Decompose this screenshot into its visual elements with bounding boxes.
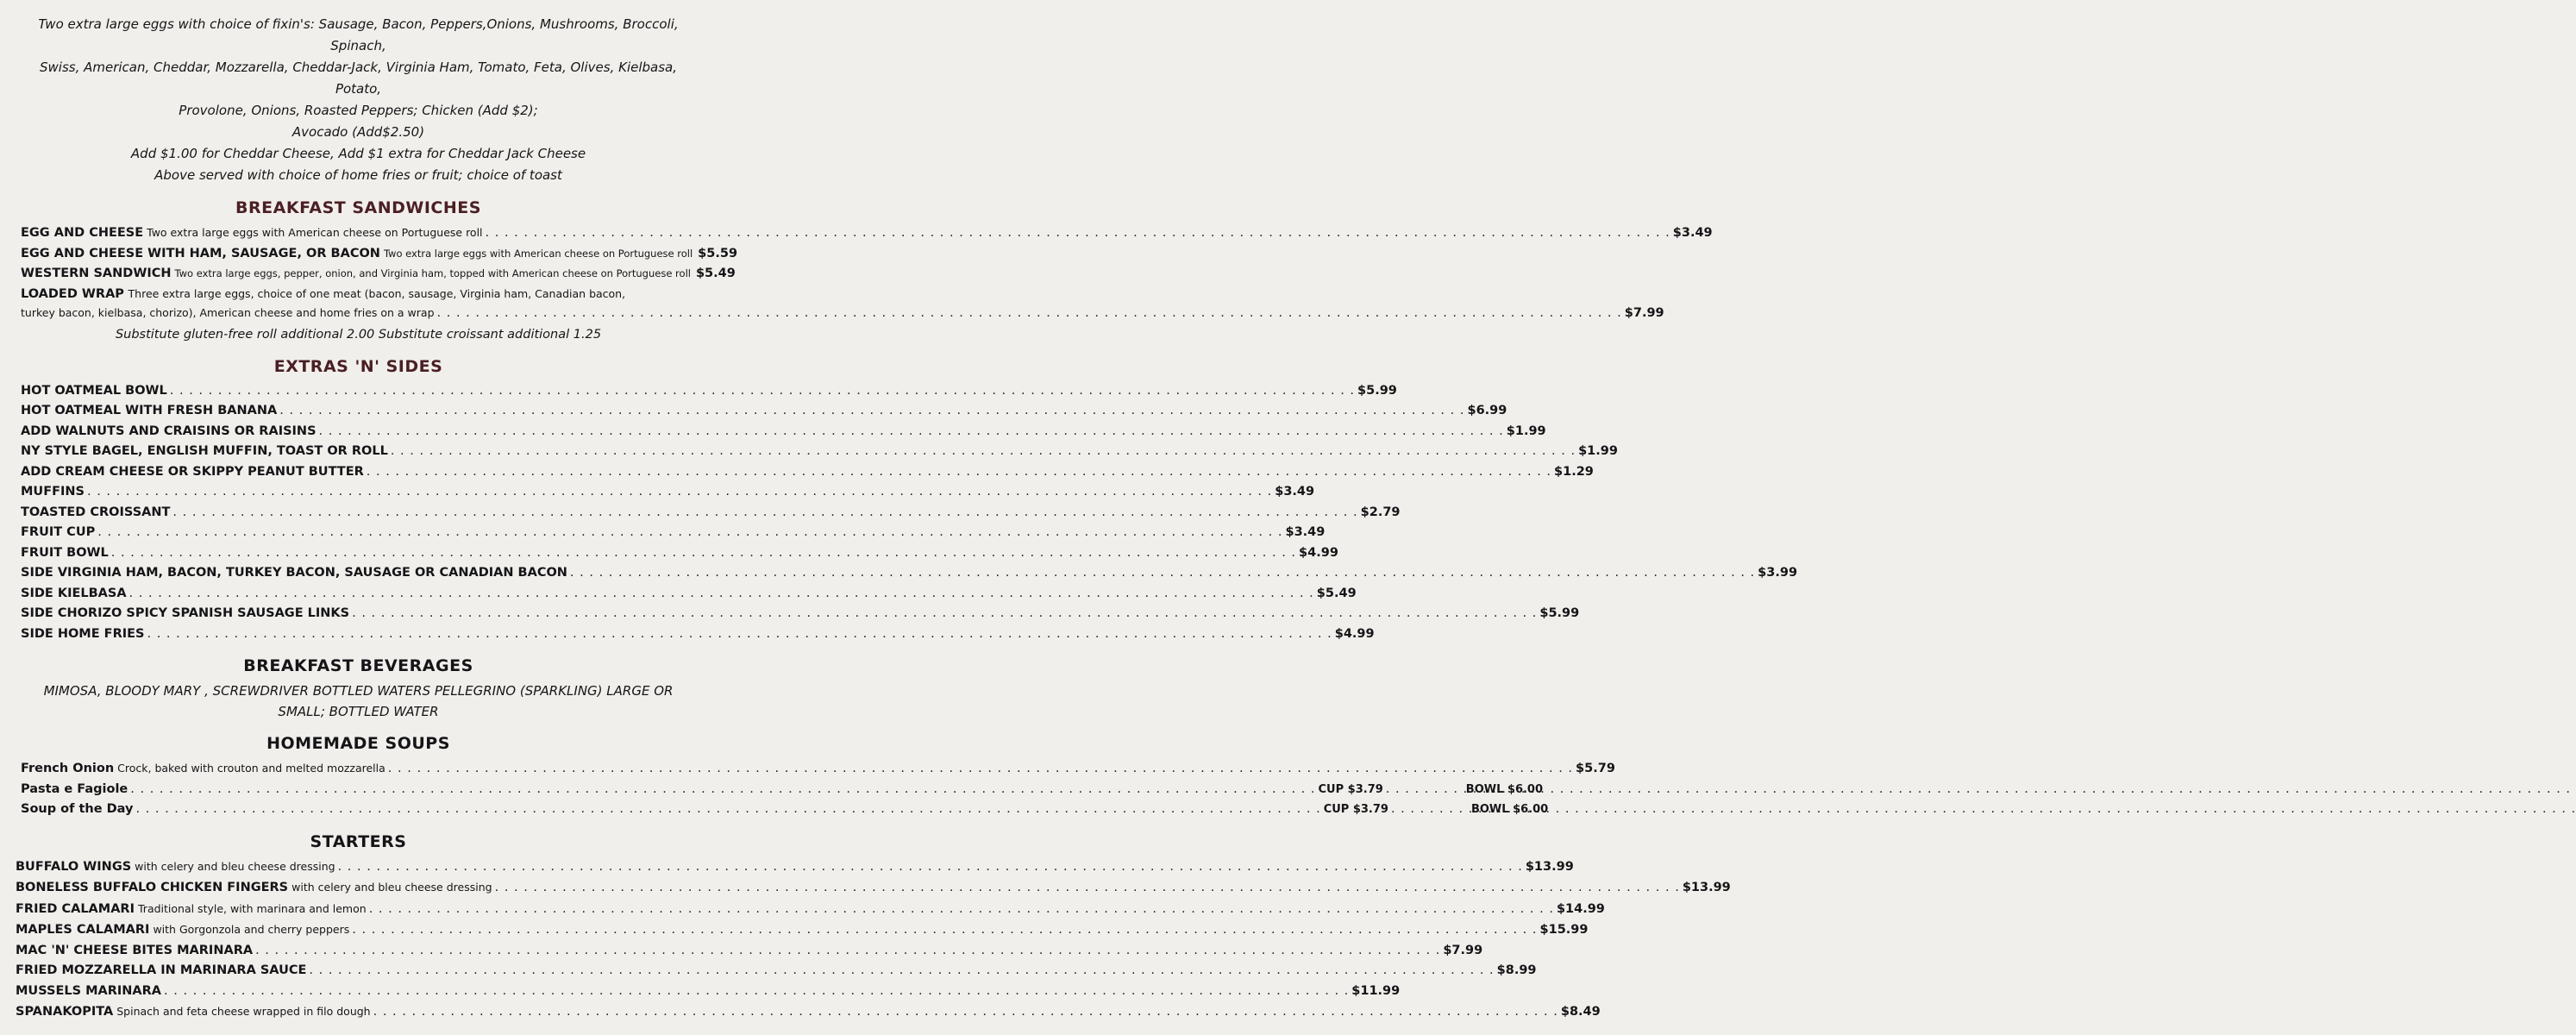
- dot-leader: [97, 523, 1282, 543]
- omelette-description: [0, 14, 717, 186]
- extras-list: [0, 381, 1798, 645]
- menu-item: [21, 780, 1544, 800]
- dot-leader: [170, 381, 1355, 402]
- menu-item: [21, 422, 1546, 442]
- menu-item: [16, 856, 1574, 878]
- item-price: $5.49: [695, 267, 736, 280]
- dot-leader: [279, 401, 1464, 422]
- dot-leader: [570, 563, 1755, 584]
- item-name: French Onion: [21, 762, 115, 775]
- item-description: Two extra large eggs with American cheese on Portuguese roll: [383, 247, 693, 260]
- item-price: $5.99: [1357, 383, 1397, 398]
- item-name: SIDE HOME FRIES: [21, 626, 145, 641]
- menu-item: [21, 442, 1618, 462]
- menu-item: [16, 982, 1401, 1002]
- item-description: Traditional style, with marinara and lemon: [138, 901, 367, 915]
- section-heading-breakfast-sandwiches: BREAKFAST SANDWICHES: [235, 198, 481, 217]
- item-price: $15.99: [1539, 923, 1589, 937]
- item-description: with Gorgonzola and cherry peppers: [153, 923, 350, 936]
- item-name: SIDE CHORIZO SPICY SPANISH SAUSAGE LINKS: [21, 606, 350, 620]
- dot-leader: [135, 800, 1320, 820]
- item-name: FRIED MOZZARELLA IN MARINARA SAUCE: [16, 963, 307, 977]
- section-heading-starters: STARTERS: [310, 831, 407, 851]
- item-name: FRUIT BOWL: [21, 545, 109, 560]
- item-price: $6.99: [1467, 404, 1507, 417]
- item-description: Crock, baked with crouton and melted mozzarella: [117, 762, 385, 775]
- dot-leader: [391, 442, 1576, 462]
- dot-leader: [129, 584, 1314, 605]
- dot-leader: [1386, 780, 1463, 800]
- item-name: LOADED WRAP: [21, 286, 124, 301]
- menu-item-loaded-wrap: [21, 285, 1664, 323]
- item-price: $13.99: [1682, 881, 1731, 894]
- section-heading-extras: EXTRAS 'N' SIDES: [273, 356, 443, 376]
- item-price: $1.99: [1578, 444, 1618, 458]
- dot-leader: [369, 900, 1554, 920]
- section-heading-soups: HOMEMADE SOUPS: [266, 734, 450, 753]
- item-price: $2.79: [1360, 505, 1401, 519]
- dot-leader: [1391, 800, 1469, 820]
- item-price: $5.99: [1539, 606, 1580, 620]
- item-description: Two extra large eggs with American cheese on Portuguese roll: [147, 226, 483, 239]
- item-price: $13.99: [1525, 859, 1574, 874]
- item-name: BONELESS BUFFALO CHICKEN FINGERS: [16, 881, 289, 894]
- menu-item: [21, 584, 1357, 605]
- beverages-text: MIMOSA, BLOODY MARY , SCREWDRIVER BOTTLED WATERS PELLEGRINO (SPARKLING) LARGE OR SMALL; BOTTLED WATER: [43, 683, 674, 719]
- dot-leader: [352, 920, 1537, 941]
- intro-line: Swiss, American, Cheddar, Mozzarella, Cheddar-Jack, Virginia Ham, Tomato, Feta, Olives, Kielbasa, Potato,: [40, 60, 677, 97]
- item-name: Soup of the Day: [21, 802, 134, 816]
- menu-item: [21, 604, 1580, 624]
- menu-item: [16, 877, 1731, 899]
- menu-item: [16, 919, 1589, 941]
- item-name: WESTERN SANDWICH: [21, 267, 172, 280]
- cup-price: CUP $3.79: [1318, 782, 1383, 796]
- item-name: MAPLES CALAMARI: [16, 923, 150, 937]
- dot-leader: [367, 462, 1551, 483]
- dot-leader: [486, 223, 1670, 244]
- item-description-cont: turkey bacon, kielbasa, chorizo), American cheese and home fries on a wrap: [21, 305, 435, 319]
- menu-item: [21, 223, 1713, 244]
- item-description: with celery and bleu cheese dressing: [291, 881, 492, 894]
- menu-item: [21, 462, 1594, 483]
- menu-item: [16, 961, 1537, 982]
- menu-item: [21, 758, 1615, 780]
- menu-item: [21, 503, 1401, 524]
- item-description: with celery and bleu cheese dressing: [135, 859, 335, 873]
- item-name: SPANAKOPITA: [16, 1005, 114, 1019]
- substitution-note: Substitute gluten-free roll additional 2.00 Substitute croissant additional 1.25: [115, 327, 602, 342]
- item-name: NY STYLE BAGEL, ENGLISH MUFFIN, TOAST OR ROLL: [21, 444, 388, 458]
- item-price: $11.99: [1351, 983, 1401, 998]
- intro-line: Avocado (Add$2.50): [291, 124, 425, 140]
- dot-leader: [338, 857, 1523, 878]
- dot-leader: [255, 941, 1440, 962]
- menu-item: [21, 244, 738, 265]
- item-name: TOASTED CROISSANT: [21, 505, 171, 519]
- item-name: SIDE VIRGINIA HAM, BACON, TURKEY BACON, SAUSAGE OR CANADIAN BACON: [21, 566, 567, 580]
- item-name: BUFFALO WINGS: [16, 859, 132, 874]
- item-price: $3.49: [1285, 525, 1326, 539]
- item-name: ADD CREAM CHEESE OR SKIPPY PEANUT BUTTER: [21, 464, 364, 479]
- item-name: MAC 'N' CHEESE BITES MARINARA: [16, 943, 254, 957]
- bowl-price: BOWL $6.00: [1465, 782, 1544, 796]
- item-description: Three extra large eggs, choice of one meat (bacon, sausage, Virginia ham, Canadian bacon,: [128, 286, 626, 300]
- dot-leader: [130, 780, 1315, 800]
- dot-leader: [309, 961, 1494, 982]
- item-price: $1.29: [1554, 464, 1594, 479]
- menu-item: [21, 800, 1549, 820]
- breakfast-sandwiches-list: [0, 223, 1713, 323]
- menu-item: [21, 543, 1338, 564]
- starters-list: [0, 856, 1731, 1023]
- item-name: HOT OATMEAL WITH FRESH BANANA: [21, 404, 278, 417]
- item-name: Pasta e Fagiole: [21, 781, 128, 796]
- section-heading-beverages: BREAKFAST BEVERAGES: [243, 656, 473, 675]
- item-name: EGG AND CHEESE: [21, 226, 144, 240]
- item-name: HOT OATMEAL BOWL: [21, 383, 167, 398]
- item-price: $3.49: [1672, 226, 1713, 240]
- intro-line: Above served with choice of home fries or fruit; choice of toast: [154, 167, 562, 183]
- intro-line: Two extra large eggs with choice of fixin's: Sausage, Bacon, Peppers,Onions, Mushrooms, Broccoli, Spinach,: [38, 16, 679, 53]
- item-price: $8.99: [1496, 963, 1537, 977]
- item-price: $5.59: [698, 246, 738, 260]
- item-price: $3.49: [1275, 485, 1315, 499]
- item-price: $14.99: [1556, 901, 1605, 916]
- item-name: MUSSELS MARINARA: [16, 983, 162, 998]
- menu-item: [21, 381, 1397, 402]
- dot-leader: [111, 543, 1296, 564]
- item-price: $8.49: [1560, 1005, 1601, 1019]
- dot-leader: [319, 422, 1504, 442]
- intro-line: Provolone, Onions, Roasted Peppers; Chicken (Add $2);: [179, 103, 538, 118]
- menu-item: [21, 563, 1798, 584]
- dot-leader: [164, 982, 1349, 1002]
- cup-price: CUP $3.79: [1323, 803, 1388, 816]
- menu-item: [16, 899, 1605, 920]
- item-price: $7.99: [1624, 305, 1664, 320]
- intro-line: Add $1.00 for Cheddar Cheese, Add $1 extra for Cheddar Jack Cheese: [130, 146, 586, 161]
- soups-list: [0, 758, 1615, 820]
- dot-leader: [87, 482, 1272, 503]
- item-price: $7.99: [1443, 943, 1483, 957]
- item-name: FRIED CALAMARI: [16, 901, 135, 916]
- menu-item: [21, 401, 1507, 422]
- item-price: $3.99: [1758, 566, 1798, 580]
- item-price: $4.99: [1334, 626, 1375, 641]
- menu-item: [16, 1001, 1601, 1023]
- item-price: $4.99: [1299, 545, 1338, 560]
- item-name: SIDE KIELBASA: [21, 586, 127, 600]
- item-name: FRUIT CUP: [21, 525, 96, 539]
- dot-leader: [352, 604, 1537, 624]
- menu-item: [21, 624, 1375, 645]
- menu-item: [16, 941, 1483, 962]
- dot-leader: [172, 503, 1357, 524]
- item-description: Spinach and feta cheese wrapped in filo dough: [116, 1005, 371, 1018]
- item-name: ADD WALNUTS AND CRAISINS OR RAISINS: [21, 423, 317, 438]
- item-name: EGG AND CHEESE WITH HAM, SAUSAGE, OR BACON: [21, 246, 380, 260]
- item-price: $5.79: [1576, 762, 1615, 775]
- menu-item: [21, 523, 1326, 543]
- dot-leader: [495, 878, 1680, 899]
- item-price: $5.49: [1316, 586, 1357, 600]
- dot-leader: [373, 1002, 1558, 1023]
- dot-leader: [437, 304, 1622, 323]
- item-description: Two extra large eggs, pepper, onion, and Virginia ham, topped with American cheese on Portuguese roll: [174, 267, 691, 279]
- dot-leader: [147, 624, 1332, 645]
- menu-item: [21, 264, 736, 285]
- dot-leader: [388, 759, 1573, 780]
- bowl-price: BOWL $6.00: [1470, 803, 1549, 816]
- item-name: MUFFINS: [21, 485, 85, 499]
- item-price: $1.99: [1506, 423, 1546, 438]
- menu-item: [21, 482, 1315, 503]
